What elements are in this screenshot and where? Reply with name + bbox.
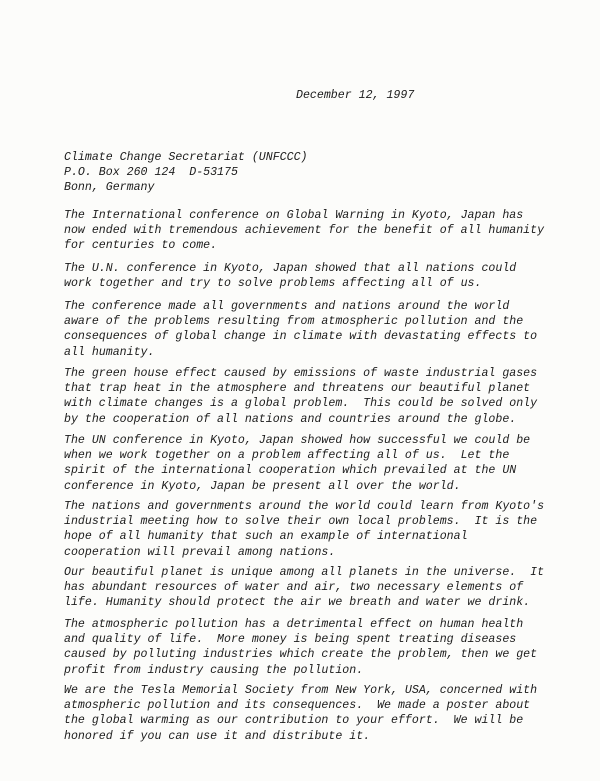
text-line: for centuries to come. <box>64 239 218 253</box>
recipient-name: Climate Change Secretariat (UNFCCC) <box>64 151 308 164</box>
text-line: We are the Tesla Memorial Society from New York, USA, concerned with <box>64 684 538 697</box>
text-line: profit from industry causing the pollution. <box>64 663 364 677</box>
paragraph-2 <box>64 261 554 291</box>
paragraph-6 <box>64 499 554 560</box>
text-line: Our beautiful planet is unique among all planets in the universe. It <box>64 566 545 579</box>
text-line: work together and try to solve problems affecting all of us. <box>64 277 482 291</box>
recipient-address <box>64 150 544 195</box>
letter-date: December 12, 1997 <box>296 89 415 102</box>
paragraph-3 <box>64 299 554 360</box>
text-line: that trap heat in the atmosphere and threatens our beautiful planet <box>64 382 531 396</box>
text-line: The UN conference in Kyoto, Japan showed how successful we could be <box>64 434 531 447</box>
text-line: all humanity. <box>64 345 155 359</box>
text-line: caused by polluting industries which create the problem, then we get <box>64 648 538 662</box>
text-line: and quality of life. More money is being spent treating diseases <box>64 633 517 647</box>
text-line: consequences of global change in climate with devastating effects to <box>64 330 538 344</box>
text-line: has abundant resources of water and air, two necessary elements of <box>64 581 524 595</box>
recipient-city: Bonn, Germany <box>64 181 155 194</box>
text-line: the global warming as our contribution to your effort. We will be <box>64 714 524 728</box>
text-line: atmospheric pollution and its consequences. We made a poster about <box>64 699 531 713</box>
text-line: by the cooperation of all nations and countries around the globe. <box>64 412 517 426</box>
text-line: The conference made all governments and nations around the world <box>64 300 510 313</box>
text-line: industrial meeting how to solve their own local problems. It is the <box>64 515 538 529</box>
text-line: The green house effect caused by emissions of waste industrial gases <box>64 367 538 380</box>
paragraph-8 <box>64 617 554 678</box>
paragraph-4 <box>64 366 554 427</box>
text-line: aware of the problems resulting from atmospheric pollution and the <box>64 315 524 329</box>
text-line: with climate changes is a global problem. This could be solved only <box>64 397 538 411</box>
text-line: honored if you can use it and distribute it. <box>64 729 371 743</box>
text-line: conference in Kyoto, Japan be present all over the world. <box>64 479 461 493</box>
paragraph-7 <box>64 565 554 611</box>
text-line: cooperation will prevail among nations. <box>64 545 336 559</box>
text-line: when we work together on a problem affecting all of us. Let the <box>64 449 510 463</box>
text-line: The atmospheric pollution has a detrimental effect on human health <box>64 618 524 631</box>
text-line: life. Humanity should protect the air we breath and water we drink. <box>64 596 531 610</box>
text-line: now ended with tremendous achievement for the benefit of all humanity <box>64 224 545 238</box>
text-line: The International conference on Global Warning in Kyoto, Japan has <box>64 209 524 222</box>
paragraph-5 <box>64 433 554 494</box>
text-line: hope of all humanity that such an example of international <box>64 530 468 544</box>
text-line: The nations and governments around the world could learn from Kyoto's <box>64 500 545 513</box>
paragraph-1 <box>64 208 554 254</box>
text-line: The U.N. conference in Kyoto, Japan showed that all nations could <box>64 262 517 275</box>
text-line: spirit of the international cooperation which prevailed at the UN <box>64 464 517 478</box>
paragraph-9 <box>64 683 554 744</box>
recipient-po-box: P.O. Box 260 124 D-53175 <box>64 166 238 179</box>
